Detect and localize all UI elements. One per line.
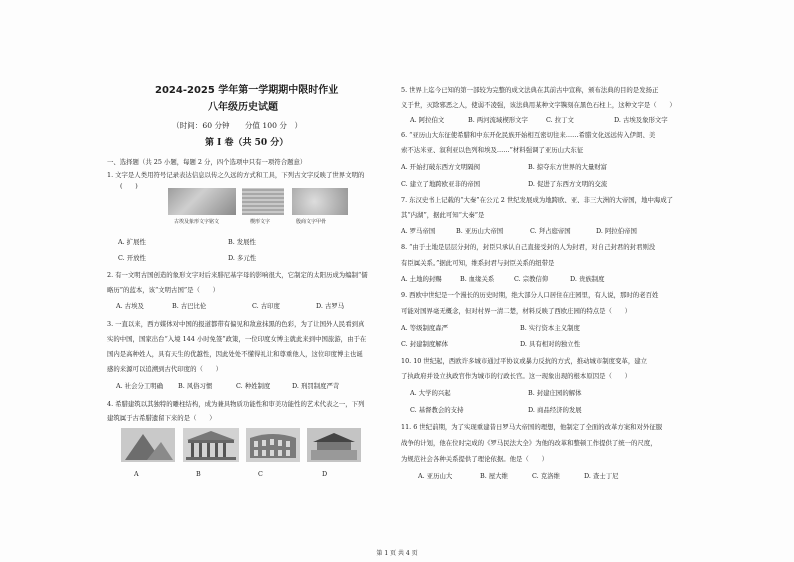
egyptian-inscription-image xyxy=(168,188,236,215)
q10-option-c: C. 基督教会的支持 xyxy=(410,406,464,414)
q7-option-c: C. 拜占庭帝国 xyxy=(530,227,571,235)
q3-option-a: A. 社会分工明确 xyxy=(116,382,164,390)
q2-option-a: A. 古埃及 xyxy=(116,302,144,310)
q10-option-d: D. 商品经济的发展 xyxy=(528,406,582,414)
q1-option-a: A. 扩展性 xyxy=(118,238,146,246)
q4-label-d: D xyxy=(322,470,328,478)
q1-option-c: C. 开放性 xyxy=(118,254,146,262)
q10-line2: 了执政府并设立执政官作为城市的行政长官。这一现象出现的根本原因是（ ） xyxy=(401,372,632,380)
q3-line4: 感的来源可以追溯到古代印度的（ ） xyxy=(107,365,223,373)
q5-option-a: A. 阿拉伯文 xyxy=(410,116,445,124)
cuneiform-tablet-image xyxy=(242,188,284,215)
q9-line2: 可能对国界毫无概念，但对村界一清二楚，材料反映了西欧庄园的特点是（ ） xyxy=(401,307,632,315)
q7-option-a: A. 罗马帝国 xyxy=(401,227,436,235)
q9-option-a: A. 等级制度森严 xyxy=(401,324,449,332)
q4-label-a: A xyxy=(134,470,139,478)
q6-option-b: B. 掠夺东方世界的大量财富 xyxy=(528,163,608,171)
q1-caption-1: 古埃及象形文字铭文 xyxy=(174,219,220,225)
q9-option-d: D. 具有相对的独立性 xyxy=(520,340,581,348)
instructions: 一、选择题（共 25 小题，每题 2 分，四个选项中只有一项符合题意） xyxy=(107,158,307,166)
q4-label-b: B xyxy=(196,470,201,478)
q3-option-d: D. 刑罚制度严苛 xyxy=(292,382,340,390)
q8-option-a: A. 土地的封赐 xyxy=(401,275,442,283)
q3-option-c: C. 种姓制度 xyxy=(236,382,271,390)
q3-line1: 3. 一直以来，西方媒体对中国的报道都带有偏见和敌意抹黑的色彩，为了让国外人民看到真 xyxy=(107,320,365,328)
q2-option-b: B. 古巴比伦 xyxy=(172,302,207,310)
q1-stem-line1: 1. 文字是人类用符号记录表达信息以传之久远的方式和工具，下列古文字反映了世界文明的 xyxy=(107,171,365,179)
q3-option-b: B. 风俗习惯 xyxy=(178,382,213,390)
q11-option-b: B. 屋大维 xyxy=(480,472,508,480)
q6-line1: 6. “亚历山大东征使希腊和中东开化民族开始相互密切往来……希腊文化远远传入伊朗、美 xyxy=(401,131,656,139)
q7-option-d: D. 阿拉伯帝国 xyxy=(596,227,637,235)
q8-line1: 8. “由于土地是层层分封的，封臣只承认自己直接受封的人为封君，对自己封君的封君则没 xyxy=(401,243,656,251)
q2-stem-line1: 2. 有一文明古国创造的象形文字对后来腓尼基字母的影响很大，它制定的太阳历成为编制“儒 xyxy=(107,271,368,279)
q11-line3: 为规范社会各种关系提供了理论依据。他是（ ） xyxy=(401,455,548,463)
q11-option-d: D. 查士丁尼 xyxy=(584,472,619,480)
q4-stem-line1: 4. 希腊建筑以其独特的雕柱结构，成为兼具物质功能性和审美功能性的艺术代表之一，下列 xyxy=(107,400,365,408)
q5-line2: 义于世，灭除邪恶之人，使弱不凌强，该法典用某种文字镌刻在黑色石柱上，这种文字是（ ） xyxy=(401,101,676,109)
q1-caption-3: 殷商文字甲骨 xyxy=(296,219,327,225)
q6-option-a: A. 开始打破东西方文明隔阂 xyxy=(401,163,480,171)
exam-meta: （时间：60 分钟 分值 100 分 ） xyxy=(172,121,303,130)
q9-line1: 9. 西欧中世纪是一个漫长的历史时期，绝大部分人口居住在庄园里，有人说，那时的老百姓 xyxy=(401,291,659,299)
q8-option-c: C. 宗教信仰 xyxy=(514,275,549,283)
q1-option-d: D. 多元性 xyxy=(228,254,257,262)
q8-line2: 有臣属关系。”据此可知，维系封君与封臣关系的纽带是 xyxy=(401,259,555,267)
q6-option-d: D. 促进了东西方文明的交流 xyxy=(528,180,608,188)
q7-option-b: B. 亚历山大帝国 xyxy=(456,227,504,235)
page-footer: 第 1 页 共 4 页 xyxy=(376,550,418,557)
section-title: 第 I 卷（共 50 分） xyxy=(205,138,289,148)
q2-option-d: D. 古罗马 xyxy=(316,302,345,310)
exam-title: 2024-2025 学年第一学期期中限时作业 xyxy=(155,85,339,96)
q5-option-c: C. 拉丁文 xyxy=(546,116,574,124)
q5-option-d: D. 古埃及象形文字 xyxy=(614,116,668,124)
q5-option-b: B. 两河流域楔形文字 xyxy=(468,116,528,124)
q10-option-b: B. 封建庄园的解体 xyxy=(528,389,582,397)
q1-stem-line2: ( ) xyxy=(120,182,138,190)
oracle-bone-image xyxy=(292,188,348,215)
q2-stem-line2: 略历”的蓝本，该“文明古国”是（ ） xyxy=(107,286,220,294)
q3-line3: 国内是高种姓人，具有天生的优越性，因此处处不懂得礼让和尊重他人，这位印度博主也诞 xyxy=(107,350,363,358)
q10-option-a: A. 大学的兴起 xyxy=(410,389,451,397)
q1-option-b: B. 发展性 xyxy=(228,238,256,246)
q6-option-c: C. 建立了地跨欧亚非的帝国 xyxy=(401,180,481,188)
q1-caption-2: 楔形文字 xyxy=(250,219,271,225)
pyramids-image xyxy=(121,428,175,462)
colosseum-image xyxy=(246,428,300,462)
chinese-palace-image xyxy=(307,428,361,462)
q4-stem-line2: 建筑属于古希腊遗留下来的是（ ） xyxy=(107,414,216,422)
parthenon-image xyxy=(183,428,239,462)
q9-option-c: C. 封建制度解体 xyxy=(401,340,449,348)
q3-line2: 实的中国，国家出台“入境 144 小时免签”政策，一位印度女博主就此来到中国旅游，由于在 xyxy=(107,335,367,343)
q7-line1: 7. 东汉史书上记载的“大秦”在公元 2 世纪发展成为地跨欧、亚、非三大洲的大帝国，地中海成了 xyxy=(401,196,674,204)
q9-option-b: B. 实行资本主义制度 xyxy=(520,324,580,332)
q5-line1: 5. 世界上迄今已知的第一部较为完整的成文法典在其前古中宣称，颁布法典的目的是发扬正 xyxy=(401,86,659,94)
q8-option-d: D. 贵族制度 xyxy=(570,275,605,283)
q6-line2: 索不达米亚、叙利亚以色列和埃及……”材料强调了亚历山大东征 xyxy=(401,146,584,154)
q8-option-b: B. 血缘关系 xyxy=(460,275,495,283)
q11-option-a: A. 亚历山大 xyxy=(418,472,453,480)
q11-option-c: C. 克洛维 xyxy=(532,472,560,480)
q2-option-c: C. 古印度 xyxy=(252,302,280,310)
exam-subtitle: 八年级历史试题 xyxy=(208,102,278,113)
q10-line1: 10. 10 世纪起，西欧许多城市通过平协议或暴力反抗的方式，推动城市制度变革，建立 xyxy=(401,357,648,365)
q11-line1: 11. 6 世纪前期，为了实现重建昔日罗马大帝国的理想，他制定了全面的改革方案和对外征服 xyxy=(401,423,663,431)
q7-line2: 其“内湖”，据此可知“大秦”是 xyxy=(401,211,485,219)
q4-label-c: C xyxy=(258,470,263,478)
q11-line2: 战争的计划，他在位时完成的《罗马民法大全》为他的改革和整顿工作提供了统一的尺度， xyxy=(401,439,657,447)
